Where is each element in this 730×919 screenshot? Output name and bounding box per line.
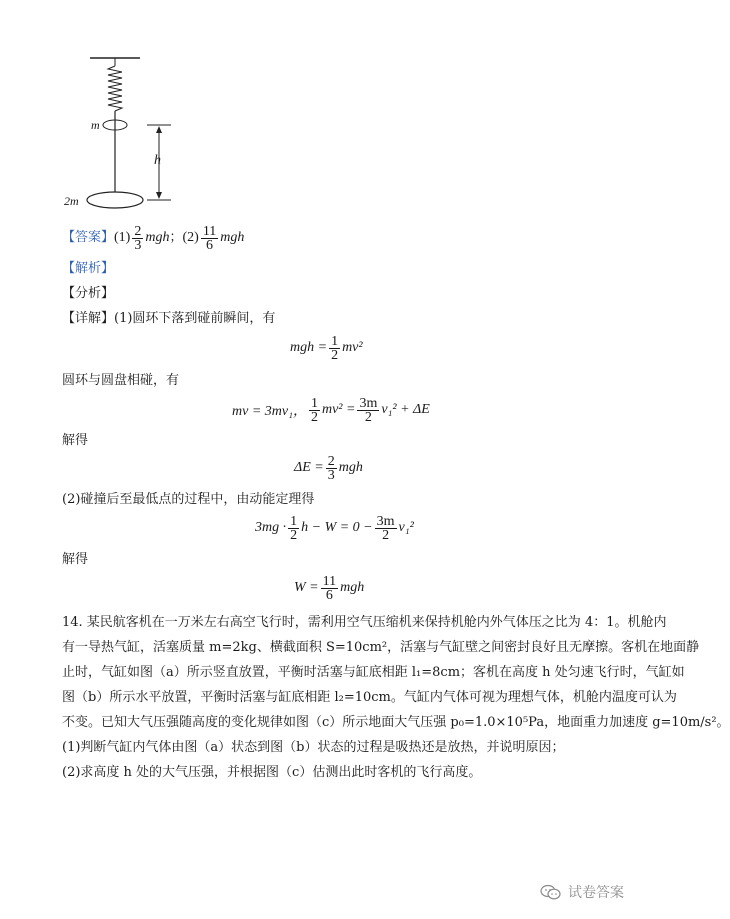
problem-line: 图（b）所示水平放置，平衡时活塞与缸底相距 l₂=10cm。气缸内气体可视为理想气体，机舱内温度可认为 [62,690,677,705]
eq2-frac1: $\frac{1}{2}$ [310,395,318,425]
eq5-right: mgh [340,580,365,595]
label-m: m [91,118,100,132]
eq4-a: 3mg · [255,520,287,535]
eq3-left: ΔE = [294,460,324,475]
eq3-right: mgh [338,460,363,475]
answer-part2-suffix: mgh [220,230,245,245]
answer-line [62,222,244,254]
detail-tag: 【详解】 [62,311,115,326]
eq2-c: v₁² + ΔE [381,402,430,417]
problem-14 [62,610,730,785]
equation-2 [232,394,430,426]
eq4-frac1: $\frac{1}{2}$ [290,513,298,543]
answer-part1-prefix: (1) [114,230,131,245]
chat-bubble-icon [540,884,562,902]
equation-4 [255,512,414,544]
detail-line1 [62,310,275,328]
answer-part1-suffix: mgh [145,230,170,245]
equation-3 [294,452,363,484]
problem-line: (1)判断气缸内气体由图（a）状态到图（b）状态的过程是吸热还是放热，并说明原因； [62,740,565,755]
analysis-tag: 【解析】 [62,261,115,276]
problem-line: 14. 某民航客机在一万米左右高空飞行时，需利用空气压缩机来保持机舱内外气体压之比为 4：1。机舱内 [62,615,667,630]
equation-5 [294,572,364,604]
answer-separator: ； [169,230,183,245]
problem-line: 止时，气缸如图（a）所示竖直放置，平衡时活塞与缸底相距 l₁=8cm；客机在高度 h 处匀速飞行时，气缸如 [62,665,685,680]
answer-part2-prefix: (2) [182,230,199,245]
eq2-frac2: $\frac{3m}{2}$ [359,395,378,425]
eq2-b: mv² = [321,402,356,417]
spring [108,66,122,111]
label-2m: 2m [64,194,79,208]
eq2-a: mv = 3mv₁， [232,404,307,419]
jiede-2: 解得 [62,552,89,567]
fenxi-tag: 【分析】 [62,286,115,301]
detail-line3: (2)碰撞后至最低点的过程中，由动能定理得 [62,492,315,507]
equation-1 [290,332,363,364]
eq5-left: W = [294,580,319,595]
eq1-left: mgh = [290,340,328,355]
problem-line: (2)求高度 h 处的大气压强，并根据图（c）估测出此时客机的飞行高度。 [62,765,482,780]
eq1-frac: $\frac{1}{2}$ [331,333,339,363]
eq5-frac: $\frac{11}{6}$ [322,573,337,603]
answer-tag: 【答案】 [62,230,115,245]
disc [87,192,143,208]
eq3-frac: $\frac{2}{3}$ [327,453,335,483]
physics-figure [55,48,205,218]
jiede-1: 解得 [62,433,89,448]
answer-part2-frac: $\frac{11}{6}$ [202,223,217,253]
problem-line: 有一导热气缸，活塞质量 m=2kg、横截面积 S=10cm²，活塞与气缸壁之间密封良好且无摩擦。客机在地面静 [62,640,700,655]
problem-line: 不变。已知大气压强随高度的变化规律如图（c）所示地面大气压强 p₀=1.0×10⁵Pa，地面重力加速度 g=10m/s²。 [62,715,730,730]
eq4-c: v₁² [398,520,414,535]
answer-part1-frac: $\frac{2}{3}$ [134,223,142,253]
detail-line2: 圆环与圆盘相碰，有 [62,373,180,388]
label-h: h [154,153,161,168]
detail-line1-text: (1)圆环下落到碰前瞬间，有 [114,311,276,326]
eq4-frac2: $\frac{3m}{2}$ [376,513,395,543]
watermark [540,884,624,902]
eq4-b: h − W = 0 − [301,520,373,535]
eq1-right: mv² [342,340,363,355]
watermark-text: 试卷答案 [568,885,624,901]
